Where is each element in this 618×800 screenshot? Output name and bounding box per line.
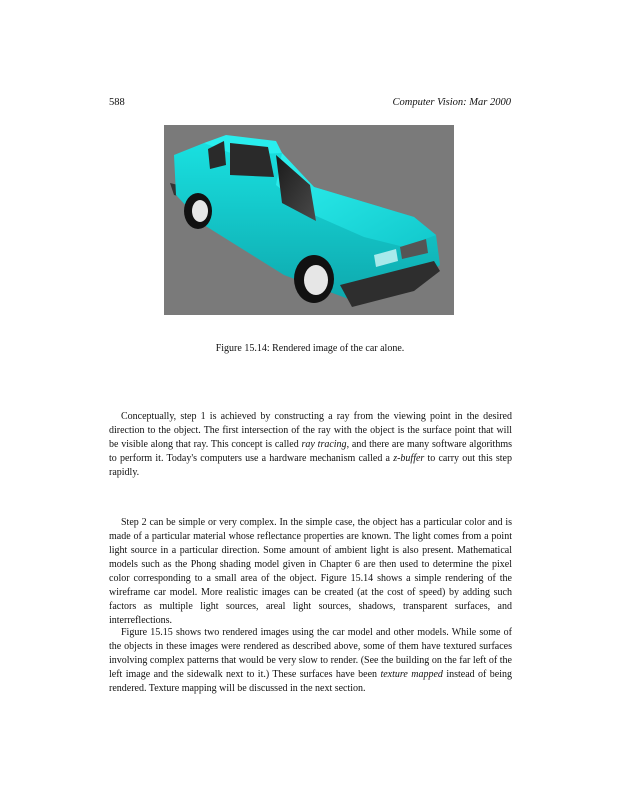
front-hubcap (304, 265, 328, 295)
page-number: 588 (109, 97, 125, 108)
paragraph-texture-mapping (109, 626, 512, 696)
paragraph-text: , and there are many software algorithms to perform it. Today's computers use a hardware mechanism called a (109, 439, 513, 464)
paragraph-text: Figure 15.15 shows two rendered images using the car model and other models. While some of the objects in these images were rendered as described above, some of them have textured surfaces involving complex patterns that would be very slow to render. (See the building on the far left of the left image and the sidewalk next to it.) These surfaces have been (109, 627, 512, 680)
car-render-image (164, 125, 454, 315)
term-texture-mapped: texture mapped (380, 669, 443, 680)
paragraph-text: to carry out this step rapidly. (109, 453, 512, 478)
car-render-figure (164, 125, 454, 315)
rear-hubcap (192, 200, 208, 222)
figure-caption: Figure 15.14: Rendered image of the car alone. (215, 343, 405, 354)
front-side-window (230, 143, 274, 177)
term-z-buffer: z-buffer (393, 453, 425, 464)
paragraph-text: instead of being rendered. Texture mapping will be discussed in the next section. (109, 669, 512, 694)
running-title: Computer Vision: Mar 2000 (392, 97, 511, 108)
paragraph-shading: Step 2 can be simple or very complex. In the simple case, the object has a particular color and is made of a particular material whose reflectance properties are known. The light comes from a point light source in a particular direction. Some amount of ambient light is also present. Mathematical models such as the Phong shading model given in Chapter 6 are then used to determine the pixel color corresponding to a small area of the object. Figure 15.14 shows a simple rendering of the wireframe car model. More realistic images can be created (at the cost of speed) by adding such factors as multiple light sources, areal light sources, shadows, transparent surfaces, and interreflections. (109, 517, 512, 626)
page-header (109, 97, 511, 111)
term-ray-tracing: ray tracing (301, 439, 347, 450)
paragraph-text: Conceptually, step 1 is achieved by constructing a ray from the viewing point in the desired direction to the object. The first intersection of the ray with the object is the surface point that will be visible along that ray. This concept is called (109, 411, 512, 450)
paragraph-ray-tracing (109, 410, 512, 480)
